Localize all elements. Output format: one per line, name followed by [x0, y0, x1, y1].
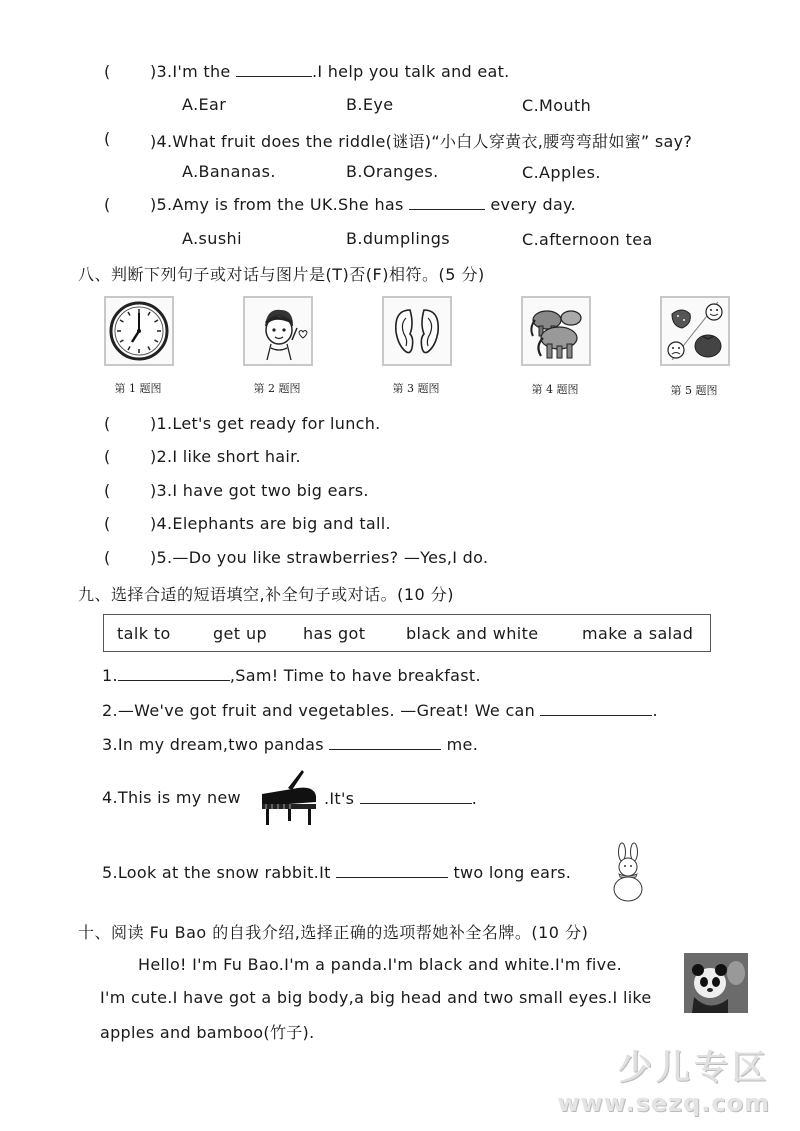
- question-7-5: [150, 195, 576, 214]
- question-text: ,Sam! Time to have breakfast.: [229, 666, 481, 685]
- watermark: [557, 1040, 770, 1117]
- option-b: B.Eye: [346, 95, 394, 114]
- word-bank-item: get up: [213, 624, 268, 643]
- answer-blank[interactable]: [336, 863, 448, 878]
- answer-paren[interactable]: (: [104, 548, 111, 567]
- figure-caption: 第 2 题图: [253, 382, 301, 395]
- judgment-item: )1.Let's get ready for lunch.: [150, 414, 381, 433]
- watermark-url: www.sezq.com: [557, 1089, 770, 1117]
- question-text: 4.This is my new: [102, 788, 241, 807]
- piano-icon: [258, 766, 320, 832]
- option-a: A.sushi: [182, 229, 242, 248]
- watermark-title: 少儿专区: [618, 1048, 770, 1088]
- clock-icon: [104, 296, 174, 366]
- question-text: .It's: [324, 789, 355, 808]
- question-7-4: )4.What fruit does the riddle(谜语)“小白人穿黄衣,腰弯弯甜如蜜” say?: [150, 132, 693, 151]
- section-10-heading: 十、阅读 Fu Bao 的自我介绍,选择正确的选项帮她补全名牌。(10 分): [78, 923, 589, 942]
- judgment-item: )4.Elephants are big and tall.: [150, 514, 391, 533]
- passage-line: I'm cute.I have got a big body,a big head and two small eyes.I like: [100, 988, 652, 1007]
- answer-paren[interactable]: (: [104, 62, 111, 81]
- figure-caption: 第 1 题图: [114, 382, 162, 395]
- strawberry-tomato-faces-icon: [660, 296, 730, 366]
- fill-question-3: [102, 735, 478, 754]
- option-a: A.Ear: [182, 95, 227, 114]
- answer-paren[interactable]: (: [104, 414, 111, 433]
- question-7-3: [150, 62, 510, 81]
- answer-blank[interactable]: [236, 62, 312, 77]
- answer-blank[interactable]: [118, 666, 230, 681]
- judgment-item: )5.—Do you like strawberries? —Yes,I do.: [150, 548, 489, 567]
- answer-blank[interactable]: [409, 195, 485, 210]
- section-8-heading: 八、判断下列句子或对话与图片是(T)否(F)相符。(5 分): [78, 265, 485, 284]
- word-bank-item: make a salad: [582, 624, 694, 643]
- question-text: )3.I'm the: [150, 62, 231, 81]
- word-bank-item: talk to: [117, 624, 171, 643]
- figure-caption: 第 3 题图: [392, 382, 440, 395]
- option-c: C.afternoon tea: [522, 230, 653, 249]
- answer-blank[interactable]: [329, 735, 441, 750]
- option-c: C.Mouth: [522, 96, 592, 115]
- boy-short-hair-icon: [243, 296, 313, 366]
- question-text: 3.In my dream,two pandas: [102, 735, 324, 754]
- question-text: )5.Amy is from the UK.She has: [150, 195, 404, 214]
- judgment-item: )3.I have got two big ears.: [150, 481, 369, 500]
- answer-blank[interactable]: [360, 789, 472, 804]
- question-text: .I help you talk and eat.: [311, 62, 510, 81]
- elephants-icon: [521, 296, 591, 366]
- option-c: C.Apples.: [522, 163, 601, 182]
- answer-paren[interactable]: (: [104, 447, 111, 466]
- answer-paren[interactable]: (: [104, 129, 111, 148]
- option-b: B.dumplings: [346, 229, 451, 248]
- question-text: two long ears.: [453, 863, 572, 882]
- answer-paren[interactable]: (: [104, 195, 111, 214]
- answer-blank[interactable]: [540, 701, 652, 716]
- question-text: 5.Look at the snow rabbit.It: [102, 863, 331, 882]
- judgment-item: )2.I like short hair.: [150, 447, 301, 466]
- question-text: me.: [446, 735, 479, 754]
- snow-rabbit-icon: [606, 842, 650, 906]
- section-9-heading: 九、选择合适的短语填空,补全句子或对话。(10 分): [78, 585, 455, 604]
- figure-caption: 第 4 题图: [531, 383, 579, 396]
- passage-line: Hello! I'm Fu Bao.I'm a panda.I'm black and white.I'm five.: [138, 955, 622, 974]
- word-bank-item: has got: [303, 624, 366, 643]
- fill-question-5: [102, 863, 571, 882]
- answer-paren[interactable]: (: [104, 481, 111, 500]
- answer-paren[interactable]: (: [104, 514, 111, 533]
- word-bank: [103, 614, 711, 652]
- option-a: A.Bananas.: [182, 162, 276, 181]
- question-text: every day.: [490, 195, 576, 214]
- question-end: .: [652, 701, 658, 720]
- figure-caption: 第 5 题图: [670, 384, 718, 397]
- passage-line: apples and bamboo(竹子).: [100, 1023, 315, 1042]
- word-bank-item: black and white: [406, 624, 539, 643]
- question-end: .: [471, 789, 478, 808]
- fill-question-2: [102, 701, 658, 720]
- question-text: 2.—We've got fruit and vegetables. —Great! We can: [102, 701, 536, 720]
- panda-photo: [684, 953, 748, 1013]
- fill-question-4: [102, 788, 241, 807]
- option-b: B.Oranges.: [346, 162, 439, 181]
- fill-question-1: [102, 666, 481, 685]
- fill-question-4-tail: [324, 789, 477, 808]
- ears-icon: [382, 296, 452, 366]
- question-number: 1.: [102, 666, 118, 685]
